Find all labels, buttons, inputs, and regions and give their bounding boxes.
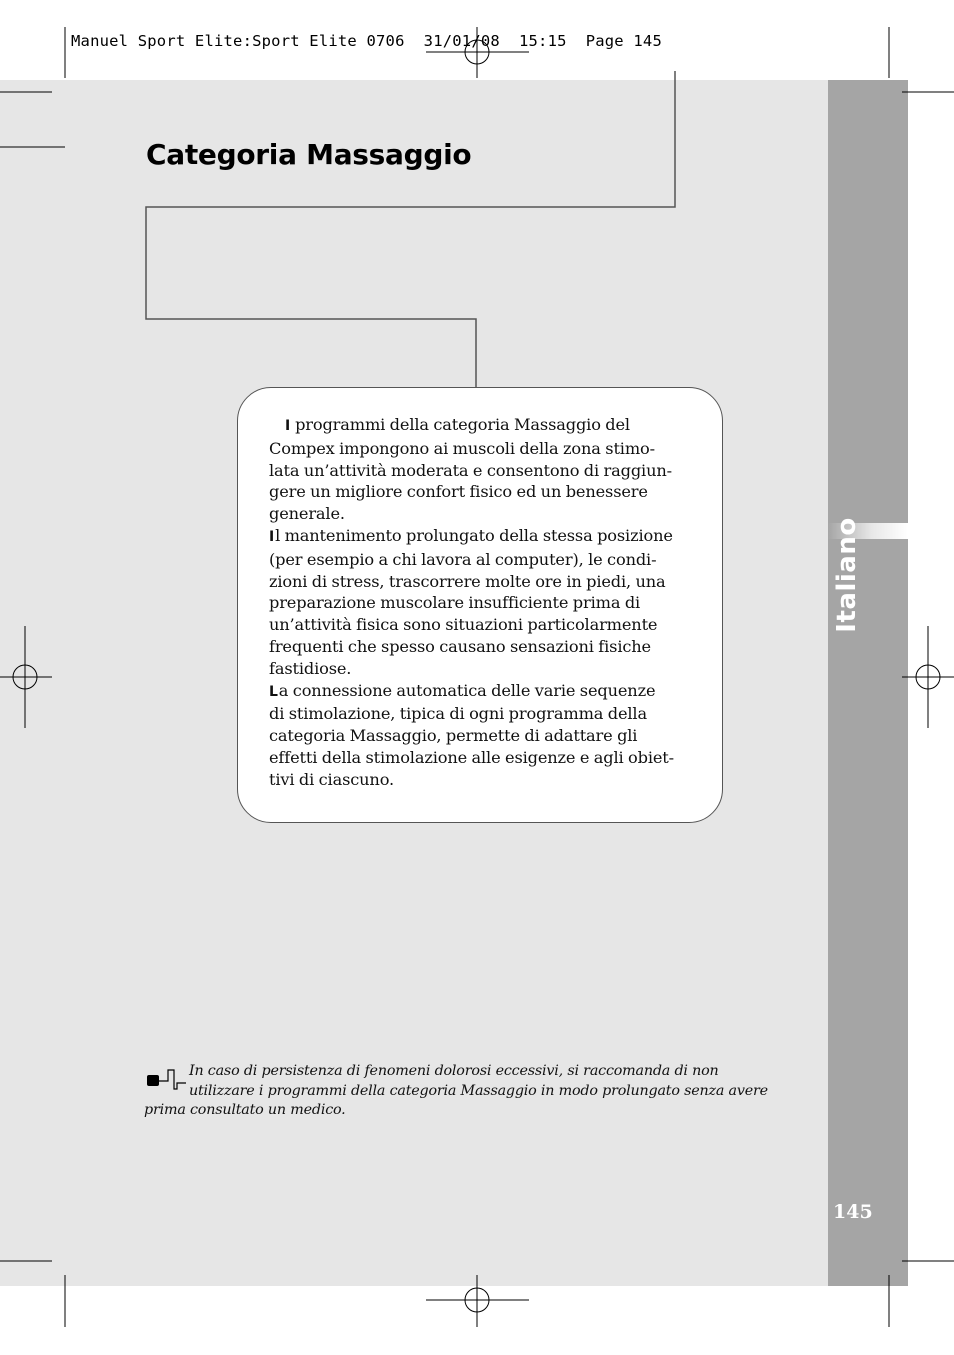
page-title: Categoria Massaggio	[146, 138, 472, 171]
paragraph-3: La connessione automatica delle varie sequenze di stimolazione, tipica di ogni programma della categoria Massaggio, permette di adattare gli effetti della stimolazione alle esigenze e agli obiet- tivi di ciascuno.	[269, 680, 674, 789]
drop-initial: L	[269, 683, 278, 700]
paragraph-1: I programmi della categoria Massaggio del Compex impongono ai muscoli della zona stimo- lata un’attività moderata e consentono di raggiun- gere un migliore confort fisico ed un benessere generale.	[269, 415, 672, 524]
caution-note	[144, 1062, 814, 1121]
note-line: prima consultato un medico.	[144, 1102, 346, 1118]
note-line: utilizzare i programmi della categoria Massaggio in modo prolungato senza avere	[189, 1082, 768, 1099]
page-number: 145	[833, 1201, 873, 1223]
body-text-box	[237, 387, 723, 823]
note-line: In caso di persistenza di fenomeni dolorosi eccessivi, si raccomanda di non	[189, 1063, 719, 1079]
language-tab-label: Italiano	[832, 517, 862, 633]
drop-initial: I	[269, 528, 275, 545]
paragraph-2: Il mantenimento prolungato della stessa posizione (per esempio a chi lavora al computer), le condi- zioni di stress, trascorrere molte ore in piedi, una preparazione muscolare insufficiente prima di un’attività fisica sono situazioni particolarmente frequenti che spesso causano sensazioni fisiche fastidiose.	[269, 525, 673, 678]
print-slug: Manuel Sport Elite:Sport Elite 0706 31/01/08 15:15 Page 145	[71, 32, 662, 50]
drop-initial: I	[285, 418, 291, 434]
